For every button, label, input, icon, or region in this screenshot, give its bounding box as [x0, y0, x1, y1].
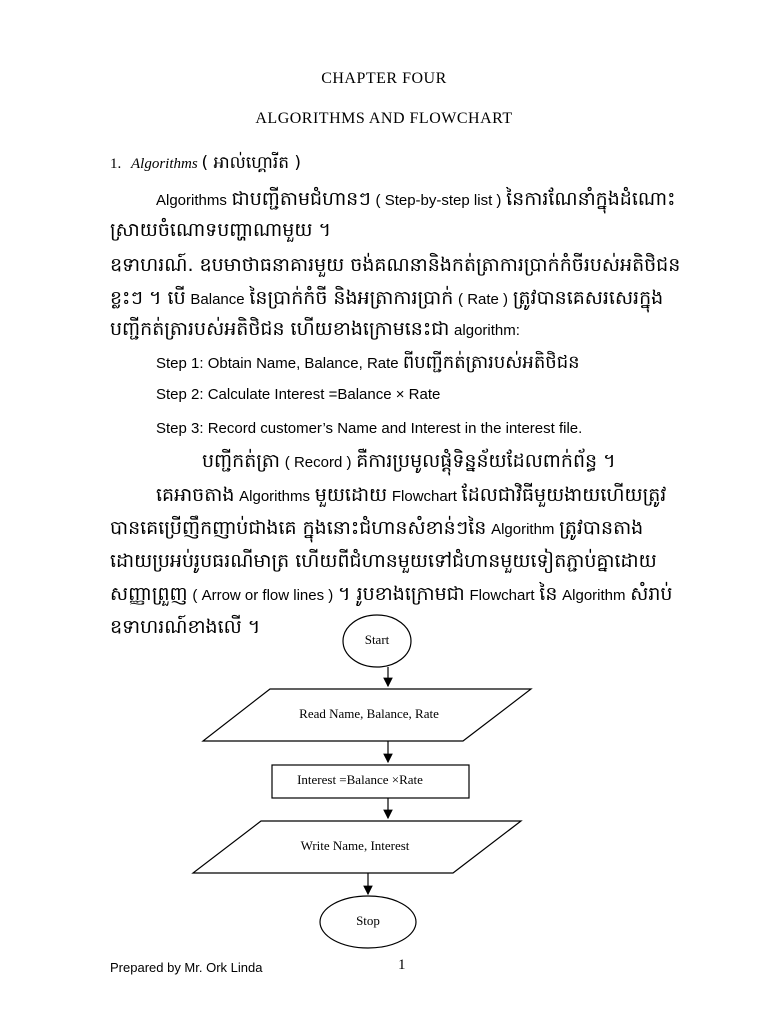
- flow-input-label: Read Name, Balance, Rate: [299, 705, 439, 721]
- text-arrow-lines: ( Arrow or flow lines ): [192, 587, 334, 604]
- text-khmer: សំរាប់: [630, 583, 673, 605]
- text-step-list: ( Step-by-step list ): [375, 192, 502, 209]
- text-algorithm: algorithm:: [454, 322, 520, 339]
- section-number: 1.: [110, 156, 122, 172]
- text-khmer: ត្រូវបានគេសរសេរក្នុង: [512, 287, 664, 309]
- text-khmer: នៃប្រាក់កំចី និងអត្រាការប្រាក់: [249, 287, 454, 309]
- text-algorithms: Algorithms: [156, 192, 227, 209]
- step-1-khmer: ពីបញ្ជីកត់ត្រារបស់អតិថិជន: [402, 352, 580, 373]
- chapter-title: CHAPTER FOUR: [321, 70, 447, 87]
- text-khmer: ដែលជាវិធីមួយងាយហើយត្រូវ: [461, 484, 667, 506]
- text-record: ( Record ): [284, 454, 352, 471]
- text-khmer: ត្រូវបានតាង: [559, 517, 644, 539]
- flow-output-label: Write Name, Interest: [300, 837, 410, 853]
- flow-process-label: Interest =Balance ×Rate: [297, 771, 423, 787]
- step-3: Step 3: Record customer’s Name and Interest in the interest file.: [156, 420, 583, 437]
- step-2: Step 2: Calculate Interest =Balance × Rate: [156, 386, 441, 403]
- section-khmer-name: ( អាល់ហ្គោរីត ): [201, 153, 302, 173]
- text-khmer: ខ្លះៗ ។ បើ: [110, 287, 186, 309]
- flow-stop-label: Stop: [356, 912, 380, 928]
- text-khmer: នៃការណែនាំក្នុងដំណោះ: [506, 188, 676, 210]
- text-khmer: នៃ: [539, 583, 558, 605]
- text-khmer: គឺការប្រមូលផ្ដុំទិន្នន័យដែលពាក់ព័ន្ធ ។: [356, 450, 616, 472]
- text-khmer: ជាបញ្ជីតាមជំហានៗ: [231, 188, 371, 210]
- para1-line2: ស្រាយចំណោទបញ្ហាណាមួយ ។: [110, 219, 331, 241]
- text-balance: Balance: [190, 291, 245, 308]
- flow-start-label: Start: [364, 631, 390, 647]
- text-khmer: ។ រូបខាងក្រោមជា: [338, 583, 465, 605]
- footer-author: Prepared by Mr. Ork Linda: [110, 960, 263, 975]
- section-name: Algorithms: [131, 156, 198, 172]
- para2-line1: ឧទាហរណ៍. ឧបមាថាធនាគារមួយ ចង់គណនានិងកត់ត្រាការប្រាក់កំចីរបស់អតិថិជន: [110, 254, 681, 276]
- chapter-subtitle: ALGORITHMS AND FLOWCHART: [255, 110, 513, 127]
- text-algorithms: Algorithms: [239, 488, 311, 505]
- text-rate: ( Rate ): [458, 291, 509, 308]
- text-khmer: សញ្ញាព្រួញ: [110, 583, 188, 605]
- text-khmer: គេអាចតាង: [156, 484, 235, 506]
- text-algorithm: Algorithm: [491, 521, 555, 538]
- page-number: 1: [398, 957, 406, 973]
- para4-line3: ដោយប្រអប់រូបធរណីមាត្រ ហើយពីជំហានមួយទៅជំហានមួយទៀតភ្ជាប់គ្នាដោយ: [110, 550, 657, 572]
- text-khmer: បញ្ជីកត់ត្រារបស់អតិថិជន ហើយខាងក្រោមនេះជា: [110, 318, 450, 340]
- text-flowchart: Flowchart: [469, 587, 535, 604]
- text-khmer: បញ្ជីកត់ត្រា: [202, 450, 281, 472]
- text-flowchart: Flowchart: [391, 488, 457, 505]
- text-algorithm: Algorithm: [562, 587, 626, 604]
- para4-line5: ឧទាហរណ៍ខាងលើ ។: [110, 616, 261, 638]
- step-1-text: Step 1: Obtain Name, Balance, Rate: [156, 355, 399, 372]
- text-khmer: មួយដោយ: [314, 484, 388, 506]
- text-khmer: បានគេប្រើញឹកញាប់ជាងគេ ក្នុងនោះជំហានសំខាន់ៗនៃ: [110, 517, 487, 539]
